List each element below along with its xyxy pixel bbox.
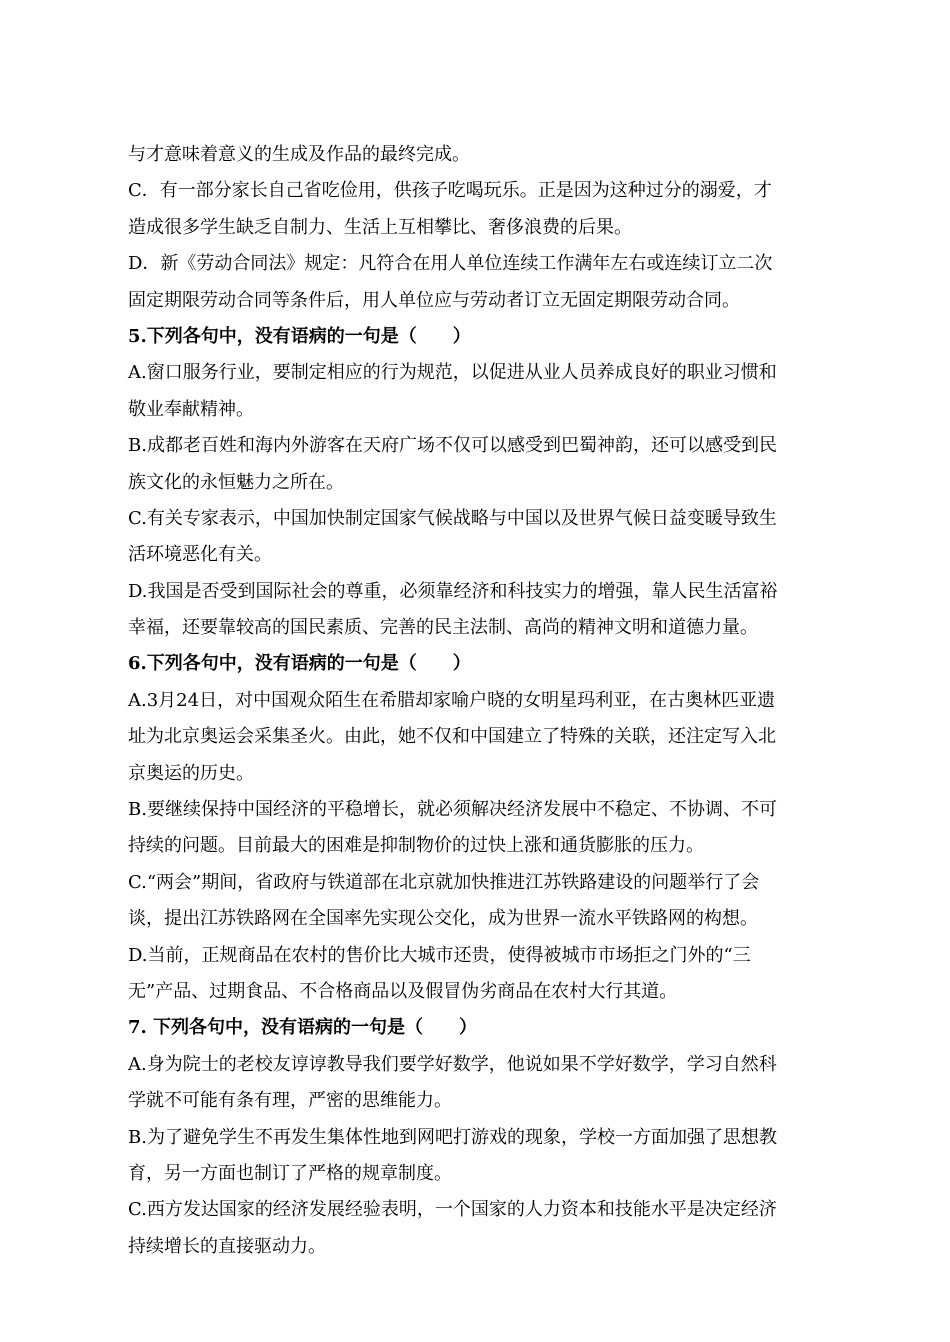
text-line: B.要继续保持中国经济的平稳增长，就必须解决经济发展中不稳定、不协调、不可 <box>128 799 777 821</box>
text-line: D.当前，正规商品在农村的售价比大城市还贵，使得被城市市场拒之门外的“三 <box>128 944 751 966</box>
text-line: 育，另一方面也制订了严格的规章制度。 <box>128 1162 452 1184</box>
text-line: 活环境恶化有关。 <box>128 544 272 566</box>
question-title: 5.下列各句中，没有语病的一句是（ ） <box>128 325 471 347</box>
text-line: 学就不可能有条有理，严密的思维能力。 <box>128 1090 452 1112</box>
text-line: D．新《劳动合同法》规定：凡符合在用人单位连续工作满年左右或连续订立二次 <box>128 253 773 275</box>
text-line: 持续增长的直接驱动力。 <box>128 1235 326 1257</box>
text-line: 固定期限劳动合同等条件后，用人单位应与劳动者订立无固定期限劳动合同。 <box>128 289 740 311</box>
text-line: D.我国是否受到国际社会的尊重，必须靠经济和科技实力的增强，靠人民生活富裕 <box>128 580 778 602</box>
question-title: 6.下列各句中，没有语病的一句是（ ） <box>128 653 471 675</box>
text-line: A.窗口服务行业，要制定相应的行为规范，以促进从业人员养成良好的职业习惯和 <box>128 362 777 384</box>
text-line: 与才意味着意义的生成及作品的最终完成。 <box>128 144 470 165</box>
text-line: C．有一部分家长自己省吃俭用，供孩子吃喝玩乐。正是因为这种过分的溺爱，才 <box>128 180 772 202</box>
text-line: A.3月24日，对中国观众陌生在希腊却家喻户晓的女明星玛利亚，在古奥林匹亚遗 <box>128 689 776 711</box>
text-line: 敬业奉献精神。 <box>128 398 254 420</box>
text-line: C.“两会”期间，省政府与铁道部在北京就加快推进江苏铁路建设的问题举行了会 <box>128 871 760 893</box>
question-title: 7. 下列各句中，没有语病的一句是（ ） <box>128 1017 478 1039</box>
text-line: C.西方发达国家的经济发展经验表明，一个国家的人力资本和技能水平是决定经济 <box>128 1199 777 1221</box>
text-line: 持续的问题。目前最大的困难是抑制物价的过快上涨和通货膨胀的压力。 <box>128 835 704 857</box>
text-line: 族文化的永恒魅力之所在。 <box>128 471 344 493</box>
text-line: 造成很多学生缺乏自制力、生活上互相攀比、奢侈浪费的后果。 <box>128 216 632 238</box>
text-line: C.有关专家表示，中国加快制定国家气候战略与中国以及世界气候日益变暖导致生 <box>128 507 777 529</box>
text-line: B.成都老百姓和海内外游客在天府广场不仅可以感受到巴蜀神韵，还可以感受到民 <box>128 435 777 457</box>
document-body <box>128 137 823 1265</box>
text-line: 京奥运的历史。 <box>128 762 254 784</box>
text-line: 无”产品、过期食品、不合格商品以及假冒伪劣商品在农村大行其道。 <box>128 980 678 1002</box>
text-line: 址为北京奥运会采集圣火。由此，她不仅和中国建立了特殊的关联，还注定写入北 <box>128 726 776 748</box>
text-line: 谈，提出江苏铁路网在全国率先实现公交化，成为世界一流水平铁路网的构想。 <box>128 908 758 930</box>
text-line: A.身为院士的老校友谆谆教导我们要学好数学，他说如果不学好数学，学习自然科 <box>128 1053 777 1075</box>
text-line: 幸福，还要靠较高的国民素质、完善的民主法制、高尚的精神文明和道德力量。 <box>128 617 758 639</box>
text-line: B.为了避免学生不再发生集体性地到网吧打游戏的现象，学校一方面加强了思想教 <box>128 1126 777 1148</box>
